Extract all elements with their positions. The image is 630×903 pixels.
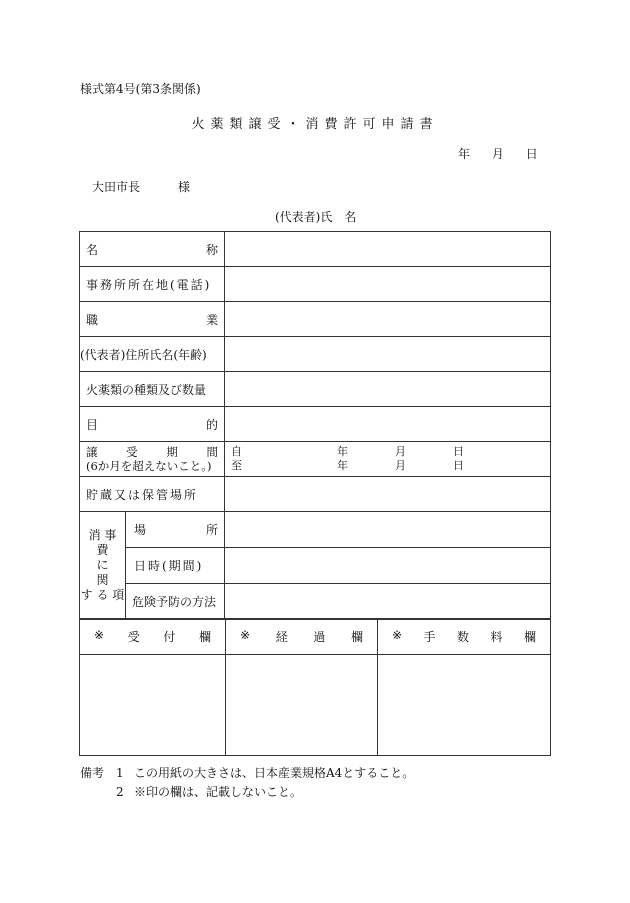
period-char-1: 譲 bbox=[86, 445, 98, 459]
reception-char-1: 受 bbox=[127, 630, 140, 644]
label-rep-address: (代表者)住所氏名(年齢) bbox=[80, 337, 225, 372]
consumption-head-1: 消 事 bbox=[88, 528, 117, 542]
label-danger-prevention: 危険予防の方法 bbox=[126, 584, 225, 620]
consumption-head-4: 関 bbox=[96, 573, 109, 587]
field-consumption-place[interactable] bbox=[225, 512, 551, 548]
row-purpose bbox=[80, 407, 551, 442]
field-office-address[interactable] bbox=[225, 267, 551, 302]
field-name[interactable] bbox=[225, 232, 551, 267]
addressee bbox=[92, 178, 190, 195]
reception-header bbox=[80, 619, 226, 655]
consumption-head-5: す る 項 bbox=[80, 588, 125, 602]
notes-label-spacer bbox=[80, 783, 116, 802]
consumption-head-3: に bbox=[96, 558, 109, 572]
period-to-year: 年 bbox=[337, 459, 348, 472]
note-number-2: 2 bbox=[116, 785, 124, 799]
form-number: 様式第4号(第3条関係) bbox=[80, 82, 201, 96]
representative-name-label: (代表者)氏 名 bbox=[275, 210, 357, 224]
label-storage-place: 貯蔵又は保管場所 bbox=[80, 477, 225, 512]
application-table bbox=[79, 231, 551, 620]
label-occupation bbox=[80, 302, 225, 337]
period-char-3: 期 bbox=[166, 445, 178, 459]
office-use-table bbox=[79, 618, 551, 756]
fee-header bbox=[378, 619, 551, 655]
progress-char-3: 欄 bbox=[350, 630, 363, 644]
period-char-4: 間 bbox=[206, 445, 218, 459]
label-purpose-b: 的 bbox=[205, 417, 218, 432]
period-from-year: 年 bbox=[337, 445, 348, 458]
progress-mark: ※ bbox=[240, 628, 251, 642]
date-year: 年 bbox=[458, 147, 471, 161]
period-to-day: 日 bbox=[453, 459, 464, 472]
row-storage-place bbox=[80, 477, 551, 512]
label-purpose bbox=[80, 407, 225, 442]
addressee-honorific: 様 bbox=[178, 180, 191, 194]
date-month: 月 bbox=[491, 147, 504, 161]
fee-char-4: 欄 bbox=[523, 630, 536, 644]
period-limit-note: (6か月を超えないこと。) bbox=[86, 459, 212, 473]
reception-field[interactable] bbox=[80, 655, 226, 756]
fee-char-3: 料 bbox=[490, 630, 503, 644]
consumption-section-label bbox=[80, 512, 126, 620]
label-name-a: 名 bbox=[86, 242, 99, 257]
consumption-head-2: 費 bbox=[96, 543, 109, 557]
field-occupation[interactable] bbox=[225, 302, 551, 337]
period-from-day: 日 bbox=[453, 445, 464, 458]
label-place-a: 場 bbox=[134, 523, 147, 537]
progress-char-1: 経 bbox=[275, 630, 288, 644]
period-from-label: 自 bbox=[231, 445, 242, 458]
addressee-name: 大田市長 bbox=[92, 180, 141, 194]
period-char-2: 受 bbox=[126, 445, 138, 459]
field-rep-address[interactable] bbox=[225, 337, 551, 372]
label-name-b: 称 bbox=[205, 242, 218, 257]
progress-char-2: 過 bbox=[313, 630, 326, 644]
document-title: 火薬類譲受・消費許可申請書 bbox=[191, 117, 439, 132]
row-consumption-datetime bbox=[80, 548, 551, 584]
reception-char-3: 欄 bbox=[198, 630, 211, 644]
row-office-address bbox=[80, 267, 551, 302]
period-from-line bbox=[231, 445, 544, 459]
label-place-b: 所 bbox=[205, 523, 218, 537]
note-number-1: 1 bbox=[116, 766, 124, 780]
note-row-1 bbox=[80, 764, 414, 783]
field-consumption-datetime[interactable] bbox=[225, 548, 551, 584]
fee-char-1: 手 bbox=[423, 630, 436, 644]
office-header-row bbox=[80, 619, 551, 655]
date-line bbox=[458, 145, 538, 162]
reception-mark: ※ bbox=[94, 628, 105, 642]
label-occupation-a: 職 bbox=[86, 312, 99, 327]
field-purpose[interactable] bbox=[225, 407, 551, 442]
row-rep-address bbox=[80, 337, 551, 372]
note-text-2: ※印の欄は、記載しないこと。 bbox=[134, 785, 303, 799]
label-transfer-period bbox=[80, 442, 225, 477]
period-to-month: 月 bbox=[395, 459, 406, 472]
label-name bbox=[80, 232, 225, 267]
field-explosive-types[interactable] bbox=[225, 372, 551, 407]
notes bbox=[80, 764, 414, 802]
label-purpose-a: 目 bbox=[86, 417, 99, 432]
progress-header bbox=[226, 619, 378, 655]
office-body-row bbox=[80, 655, 551, 756]
row-consumption-place bbox=[80, 512, 551, 548]
note-row-2 bbox=[80, 783, 414, 802]
field-danger-prevention[interactable] bbox=[225, 584, 551, 620]
label-consumption-place bbox=[126, 512, 225, 548]
field-transfer-period[interactable] bbox=[225, 442, 551, 477]
period-from-month: 月 bbox=[395, 445, 406, 458]
fee-field[interactable] bbox=[378, 655, 551, 756]
fee-char-2: 数 bbox=[457, 630, 470, 644]
progress-field[interactable] bbox=[226, 655, 378, 756]
notes-label: 備考 bbox=[80, 766, 105, 780]
label-explosive-types: 火薬類の種類及び数量 bbox=[80, 372, 225, 407]
label-occupation-b: 業 bbox=[205, 312, 218, 327]
reception-char-2: 付 bbox=[163, 630, 176, 644]
label-office-address: 事務所所在地(電話) bbox=[80, 267, 225, 302]
row-danger-prevention bbox=[80, 584, 551, 620]
note-text-1: この用紙の大きさは、日本産業規格A4とすること。 bbox=[134, 766, 415, 780]
period-to-line bbox=[231, 459, 544, 473]
field-storage-place[interactable] bbox=[225, 477, 551, 512]
row-transfer-period bbox=[80, 442, 551, 477]
label-consumption-datetime: 日時(期間) bbox=[126, 548, 225, 584]
row-explosive-types bbox=[80, 372, 551, 407]
date-day: 日 bbox=[525, 147, 538, 161]
row-name bbox=[80, 232, 551, 267]
fee-mark: ※ bbox=[392, 628, 403, 642]
row-occupation bbox=[80, 302, 551, 337]
period-to-label: 至 bbox=[231, 459, 242, 472]
